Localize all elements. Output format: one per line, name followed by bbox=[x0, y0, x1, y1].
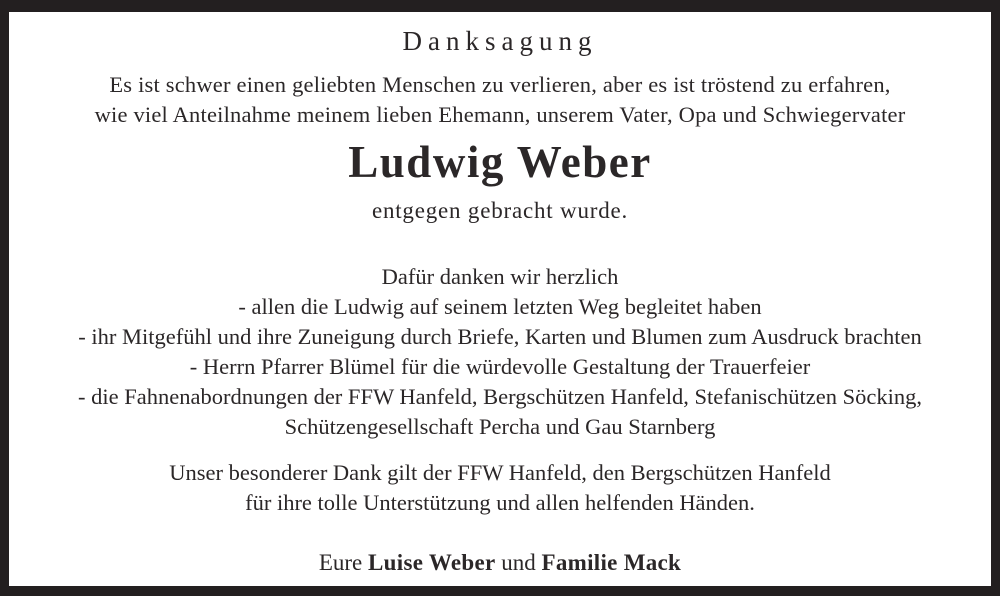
special-thanks-paragraph bbox=[9, 458, 991, 518]
signature-name-1: Luise Weber bbox=[368, 550, 496, 575]
signature-prefix: Eure bbox=[318, 550, 369, 575]
thanks-item: Schützengesellschaft Percha und Gau Starnberg bbox=[284, 414, 716, 439]
signature-name-2: Familie Mack bbox=[541, 550, 682, 575]
thanks-item: - Herrn Pfarrer Blümel für die würdevolle Gestaltung der Trauerfeier bbox=[189, 354, 811, 379]
signature-connector: und bbox=[495, 550, 542, 575]
thanks-item: - die Fahnenabordnungen der FFW Hanfeld, Bergschützen Hanfeld, Stefanischützen Söcking, bbox=[78, 384, 922, 409]
intro-line: Es ist schwer einen geliebten Menschen zu verlieren, aber es ist tröstend zu erfahren, bbox=[109, 72, 891, 97]
thanks-item: - ihr Mitgefühl und ihre Zuneigung durch Briefe, Karten und Blumen zum Ausdruck brachten bbox=[78, 324, 922, 349]
notice-subtitle: entgegen gebracht wurde. bbox=[371, 198, 629, 223]
special-thanks-line: für ihre tolle Unterstützung und allen helfenden Händen. bbox=[245, 490, 755, 515]
intro-line: wie viel Anteilnahme meinem lieben Ehemann, unserem Vater, Opa und Schwiegervater bbox=[94, 102, 906, 127]
notice-title: Danksagung bbox=[402, 26, 598, 56]
thanks-item: - allen die Ludwig auf seinem letzten Weg begleitet haben bbox=[238, 294, 762, 319]
special-thanks-line: Unser besonderer Dank gilt der FFW Hanfeld, den Bergschützen Hanfeld bbox=[169, 460, 831, 485]
intro-paragraph bbox=[9, 70, 991, 130]
deceased-name: Ludwig Weber bbox=[348, 137, 652, 187]
thanks-block bbox=[9, 262, 991, 442]
notice-content bbox=[9, 12, 991, 586]
thanks-heading: Dafür danken wir herzlich bbox=[381, 264, 619, 289]
signature-line bbox=[9, 548, 991, 578]
